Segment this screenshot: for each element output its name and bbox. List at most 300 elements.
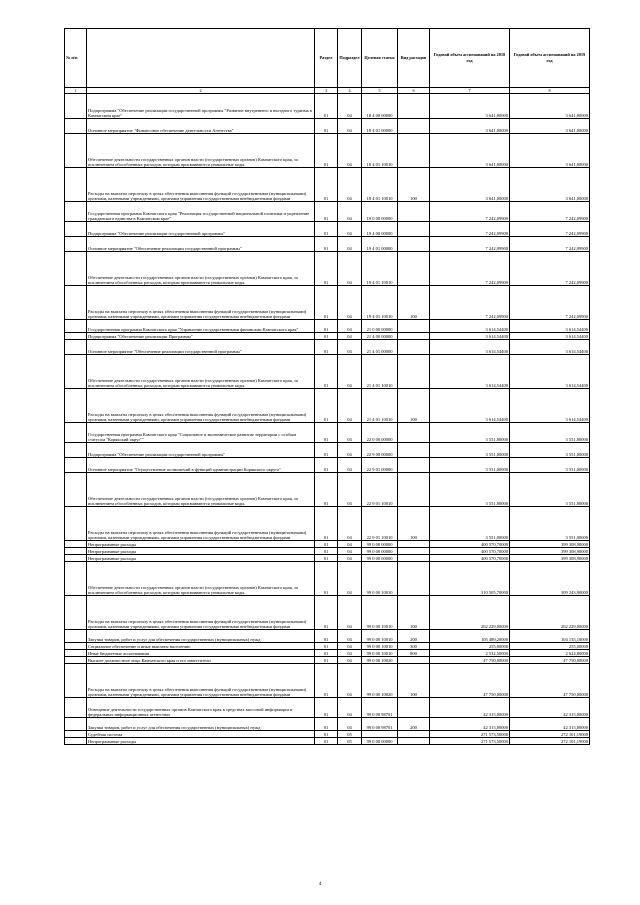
cell-num (65, 555, 87, 562)
table-row (65, 650, 590, 657)
table-row (65, 548, 590, 555)
cell-num (65, 168, 87, 202)
cell-csr: 18 4 01 10010 (362, 134, 398, 168)
cell-csr: 18 4 01 00000 (362, 119, 398, 134)
header-year-2019: Годовой объем ассигнований на 2019 год (510, 29, 590, 88)
cell-num (65, 340, 87, 355)
cell-name: Основное мероприятие "Осуществление полномочий в функций администрации Корякского округа" (87, 458, 315, 473)
cell-podrazdel: 04 (338, 320, 362, 333)
table-row (65, 423, 590, 443)
cell-vr: 100 (398, 507, 430, 541)
cell-amount-2018: 7 242,09900 (430, 237, 510, 252)
cell-amount-2018: 7 242,09900 (430, 286, 510, 320)
table-row (65, 643, 590, 650)
cell-csr: 21 4 00 00000 (362, 333, 398, 340)
cell-amount-2018: 310 505,70000 (430, 562, 510, 596)
cell-amount-2018: 3 641,00000 (430, 134, 510, 168)
cell-csr: 99 0 00 00000 (362, 738, 398, 745)
cell-amount-2019: 202 229,00000 (510, 596, 590, 630)
cell-amount-2019: 272 101,19000 (510, 731, 590, 738)
cell-amount-2018: 3 551,00000 (430, 443, 510, 458)
cell-razdel: 01 (315, 596, 338, 630)
table-row (65, 541, 590, 548)
cell-vr (398, 202, 430, 222)
cell-csr (362, 731, 398, 738)
cell-amount-2019: 3 614,54400 (510, 355, 590, 389)
cell-name: Расходы на выплаты персоналу в целях обеспечения выполнения функций государственными (муниципальными) органами, казенными учреждениями, органами управления государственными внебюджетными фондами (87, 286, 315, 320)
cell-name: Закупка товаров, работ и услуг для обеспечения государственных (муниципальных) нужд (87, 630, 315, 643)
column-number: 7 (430, 88, 510, 94)
table-row (65, 664, 590, 698)
cell-podrazdel: 04 (338, 340, 362, 355)
cell-amount-2019: 3 614,54400 (510, 389, 590, 423)
cell-amount-2018: 3 641,00000 (430, 168, 510, 202)
cell-amount-2019: 3 641,00000 (510, 134, 590, 168)
cell-num (65, 443, 87, 458)
cell-podrazdel: 05 (338, 738, 362, 745)
cell-amount-2019: 7 242,09900 (510, 252, 590, 286)
cell-name: Непрограммные расходы (87, 541, 315, 548)
cell-name: Закупка товаров, работ и услуг для обеспечения государственных (муниципальных) нужд (87, 718, 315, 731)
cell-amount-2019: 7 242,09900 (510, 237, 590, 252)
cell-vr (398, 738, 430, 745)
cell-podrazdel: 04 (338, 168, 362, 202)
cell-vr (398, 320, 430, 333)
cell-podrazdel: 04 (338, 119, 362, 134)
header-podrazdel: Подраздел (338, 29, 362, 88)
cell-csr: 19 4 01 10010 (362, 286, 398, 320)
column-number: 5 (362, 88, 398, 94)
cell-amount-2019: 3 614,54400 (510, 333, 590, 340)
cell-name: Непрограммные расходы (87, 738, 315, 745)
cell-razdel: 01 (315, 650, 338, 657)
column-number: 3 (315, 88, 338, 94)
header-csr: Целевая статья (362, 29, 398, 88)
cell-csr: 99 0 00 00000 (362, 548, 398, 555)
cell-num (65, 731, 87, 738)
cell-podrazdel: 04 (338, 562, 362, 596)
cell-csr: 18 4 00 00000 (362, 94, 398, 119)
cell-vr (398, 94, 430, 119)
cell-num (65, 630, 87, 643)
cell-csr: 22 9 01 10010 (362, 473, 398, 507)
cell-amount-2018: 400 570,70000 (430, 555, 510, 562)
table-row (65, 630, 590, 643)
table-row (65, 718, 590, 731)
cell-razdel: 01 (315, 548, 338, 555)
cell-podrazdel: 04 (338, 541, 362, 548)
cell-razdel: 01 (315, 252, 338, 286)
cell-razdel: 01 (315, 718, 338, 731)
table-row (65, 698, 590, 718)
cell-podrazdel: 04 (338, 286, 362, 320)
cell-amount-2019: 3 641,00000 (510, 119, 590, 134)
cell-num (65, 134, 87, 168)
header-year-2018: Годовой объем ассигнований на 2018 год (430, 29, 510, 88)
table-row (65, 555, 590, 562)
table-row (65, 458, 590, 473)
cell-razdel: 01 (315, 507, 338, 541)
cell-amount-2019: 272 101,19000 (510, 738, 590, 745)
cell-name: Основное мероприятие "Обеспечение реализации государственной программы" (87, 340, 315, 355)
cell-podrazdel: 04 (338, 664, 362, 698)
cell-amount-2019: 7 242,09900 (510, 222, 590, 237)
cell-amount-2018: 400 570,70000 (430, 541, 510, 548)
cell-amount-2018: 202 229,00000 (430, 596, 510, 630)
cell-vr (398, 333, 430, 340)
cell-amount-2018: 3 614,54400 (430, 389, 510, 423)
cell-amount-2018: 7 242,09900 (430, 252, 510, 286)
cell-razdel: 01 (315, 340, 338, 355)
cell-num (65, 252, 87, 286)
cell-amount-2019: 47 750,00000 (510, 664, 590, 698)
cell-amount-2018: 3 551,00000 (430, 458, 510, 473)
cell-razdel: 01 (315, 738, 338, 745)
cell-amount-2018: 3 641,00000 (430, 94, 510, 119)
cell-num (65, 119, 87, 134)
cell-razdel: 01 (315, 555, 338, 562)
cell-vr (398, 222, 430, 237)
table-row (65, 119, 590, 134)
table-row (65, 731, 590, 738)
cell-amount-2019: 3 551,00000 (510, 423, 590, 443)
cell-razdel: 01 (315, 389, 338, 423)
cell-csr: 99 0 00 00000 (362, 541, 398, 548)
cell-csr: 99 0 00 10010 (362, 650, 398, 657)
cell-amount-2018: 42 315,00000 (430, 718, 510, 731)
cell-vr: 200 (398, 630, 430, 643)
table-row (65, 134, 590, 168)
cell-amount-2018: 271 573,50000 (430, 731, 510, 738)
cell-podrazdel: 04 (338, 252, 362, 286)
cell-podrazdel: 04 (338, 548, 362, 555)
cell-csr: 99 0 00 10010 (362, 643, 398, 650)
cell-razdel: 01 (315, 731, 338, 738)
cell-num (65, 650, 87, 657)
cell-podrazdel: 04 (338, 643, 362, 650)
table-row (65, 237, 590, 252)
cell-amount-2018: 400 570,70000 (430, 548, 510, 555)
cell-amount-2019: 47 750,00000 (510, 657, 590, 664)
cell-razdel: 01 (315, 664, 338, 698)
page-number: 4 (318, 882, 322, 887)
cell-amount-2018: 7 242,09900 (430, 202, 510, 222)
cell-amount-2018: 3 614,54400 (430, 340, 510, 355)
cell-amount-2019: 104 135,10000 (510, 630, 590, 643)
cell-csr: 19 4 00 00000 (362, 222, 398, 237)
cell-razdel: 01 (315, 202, 338, 222)
cell-amount-2019: 255,00000 (510, 643, 590, 650)
cell-name: Обеспечение деятельности государственных органов власти (государственных органов) Камчатского края, за исключением обособленных расходов, которым присваиваются уникальные коды. (87, 252, 315, 286)
cell-csr: 99 0 00 10020 (362, 657, 398, 664)
cell-razdel: 01 (315, 562, 338, 596)
cell-podrazdel: 04 (338, 237, 362, 252)
table-row (65, 355, 590, 389)
cell-name: Судебная система (87, 731, 315, 738)
cell-vr (398, 252, 430, 286)
cell-name: Расходы на выплаты персоналу в целях обеспечения выполнения функций государственными (муниципальными) органами, казенными учреждениями, органами управления государственными внебюджетными фондами (87, 507, 315, 541)
header-vr: Вид расходов (398, 29, 430, 88)
cell-csr: 21 0 00 00000 (362, 320, 398, 333)
cell-razdel: 01 (315, 473, 338, 507)
table-row (65, 738, 590, 745)
cell-amount-2019: 2 624,80000 (510, 650, 590, 657)
cell-num (65, 507, 87, 541)
cell-razdel: 01 (315, 657, 338, 664)
cell-num (65, 237, 87, 252)
cell-csr: 99 0 00 10020 (362, 664, 398, 698)
cell-amount-2019: 3 551,00000 (510, 458, 590, 473)
cell-vr (398, 443, 430, 458)
cell-razdel: 01 (315, 443, 338, 458)
cell-amount-2018: 7 242,09900 (430, 222, 510, 237)
cell-vr (398, 458, 430, 473)
cell-num (65, 473, 87, 507)
cell-vr (398, 134, 430, 168)
cell-num (65, 355, 87, 389)
table-row (65, 222, 590, 237)
table-row (65, 202, 590, 222)
column-number: 2 (87, 88, 315, 94)
cell-razdel: 01 (315, 458, 338, 473)
cell-name: Расходы на выплаты персоналу в целях обеспечения выполнения функций государственными (муниципальными) органами, казенными учреждениями, органами управления государственными внебюджетными фондами (87, 168, 315, 202)
cell-podrazdel: 04 (338, 507, 362, 541)
cell-amount-2018: 271 573,50000 (430, 738, 510, 745)
cell-vr (398, 555, 430, 562)
cell-name: Обеспечение деятельности государственных органов власти (государственных органов) Камчатского края, за исключением обособленных расходов, которым присваиваются уникальные коды. (87, 562, 315, 596)
cell-amount-2018: 255,00000 (430, 643, 510, 650)
cell-vr: 100 (398, 664, 430, 698)
table-row (65, 333, 590, 340)
cell-amount-2018: 47 750,00000 (430, 657, 510, 664)
cell-name: Непрограммные расходы (87, 548, 315, 555)
cell-amount-2019: 309 243,90000 (510, 562, 590, 596)
cell-razdel: 01 (315, 423, 338, 443)
table-row (65, 252, 590, 286)
cell-amount-2018: 3 551,00000 (430, 423, 510, 443)
cell-name: Высшее должностное лицо Камчатского края и его заместители (87, 657, 315, 664)
cell-vr (398, 423, 430, 443)
cell-amount-2018: 3 551,00000 (430, 473, 510, 507)
cell-csr: 22 9 01 00000 (362, 458, 398, 473)
cell-vr (398, 698, 430, 718)
cell-razdel: 01 (315, 630, 338, 643)
cell-razdel: 01 (315, 237, 338, 252)
cell-num (65, 596, 87, 630)
header-razdel: Раздел (315, 29, 338, 88)
header-num: № п/п (65, 29, 87, 88)
cell-name: Основное мероприятие "Обеспечение реализации государственной программы" (87, 237, 315, 252)
cell-amount-2019: 7 242,09900 (510, 202, 590, 222)
cell-amount-2018: 3 614,54400 (430, 355, 510, 389)
table-row (65, 340, 590, 355)
cell-podrazdel: 04 (338, 555, 362, 562)
column-number: 6 (398, 88, 430, 94)
cell-amount-2019: 3 551,00000 (510, 473, 590, 507)
cell-csr: 21 4 01 10010 (362, 389, 398, 423)
cell-vr (398, 541, 430, 548)
cell-num (65, 541, 87, 548)
cell-num (65, 222, 87, 237)
cell-csr: 19 4 01 10010 (362, 252, 398, 286)
table-row (65, 443, 590, 458)
cell-amount-2019: 3 551,00000 (510, 443, 590, 458)
cell-podrazdel: 04 (338, 355, 362, 389)
cell-razdel: 01 (315, 698, 338, 718)
cell-name: Государственная программа Камчатского края "Социальное и экономическое развитие территории с особым статусом "Корякский округ"" (87, 423, 315, 443)
table-row (65, 473, 590, 507)
cell-name: Обеспечение деятельности государственных органов власти (государственных органов) Камчатского края, за исключением обособленных расходов, которым присваиваются уникальные коды. (87, 134, 315, 168)
cell-podrazdel: 04 (338, 443, 362, 458)
cell-vr: 100 (398, 286, 430, 320)
column-number: 8 (510, 88, 590, 94)
cell-podrazdel: 04 (338, 458, 362, 473)
cell-csr: 22 9 01 10010 (362, 507, 398, 541)
cell-amount-2019: 42 315,00000 (510, 698, 590, 718)
cell-vr (398, 340, 430, 355)
cell-name: Государственная программа Камчатского края "Реализация государственной национальной политики и укрепление гражданского единства в Камчатском крае" (87, 202, 315, 222)
cell-vr (398, 548, 430, 555)
cell-vr (398, 562, 430, 596)
cell-vr: 100 (398, 596, 430, 630)
table-row (65, 507, 590, 541)
cell-num (65, 698, 87, 718)
cell-amount-2019: 3 614,54400 (510, 320, 590, 333)
cell-podrazdel: 04 (338, 423, 362, 443)
cell-csr: 99 0 00 98701 (362, 718, 398, 731)
cell-name: Основное мероприятие "Финансовое обеспечение деятельности Агентства" (87, 119, 315, 134)
cell-podrazdel: 04 (338, 134, 362, 168)
cell-num (65, 94, 87, 119)
cell-csr: 19 4 01 00000 (362, 237, 398, 252)
cell-name: Расходы на выплаты персоналу в целях обеспечения выполнения функций государственными (муниципальными) органами, казенными учреждениями, органами управления государственными внебюджетными фондами (87, 664, 315, 698)
column-number: 4 (338, 88, 362, 94)
cell-csr: 99 0 00 10010 (362, 596, 398, 630)
cell-name: Расходы на выплаты персоналу в целях обеспечения выполнения функций государственными (муниципальными) органами, казенными учреждениями, органами управления государственными внебюджетными фондами (87, 389, 315, 423)
cell-amount-2018: 2 532,50000 (430, 650, 510, 657)
cell-csr: 22 9 00 00000 (362, 443, 398, 458)
cell-amount-2019: 3 614,54400 (510, 340, 590, 355)
cell-vr: 100 (398, 389, 430, 423)
cell-podrazdel: 04 (338, 698, 362, 718)
cell-num (65, 458, 87, 473)
cell-vr: 100 (398, 168, 430, 202)
cell-podrazdel: 04 (338, 333, 362, 340)
cell-podrazdel: 04 (338, 473, 362, 507)
cell-name: Обеспечение деятельности государственных органов власти (государственных органов) Камчатского края, за исключением обособленных расходов, которым присваиваются уникальные коды. (87, 473, 315, 507)
cell-razdel: 01 (315, 94, 338, 119)
cell-csr: 18 4 01 10010 (362, 168, 398, 202)
cell-razdel: 01 (315, 134, 338, 168)
cell-podrazdel: 05 (338, 731, 362, 738)
cell-razdel: 01 (315, 541, 338, 548)
cell-name: Подпрограмма "Обеспечение реализации Программы" (87, 333, 315, 340)
cell-podrazdel: 04 (338, 596, 362, 630)
cell-vr (398, 657, 430, 664)
cell-razdel: 01 (315, 168, 338, 202)
cell-razdel: 01 (315, 333, 338, 340)
table-row (65, 286, 590, 320)
cell-amount-2018: 3 641,00000 (430, 119, 510, 134)
cell-vr (398, 119, 430, 134)
cell-razdel: 01 (315, 119, 338, 134)
cell-razdel: 01 (315, 222, 338, 237)
budget-page (64, 28, 589, 745)
cell-vr: 800 (398, 650, 430, 657)
cell-amount-2019: 399 308,90000 (510, 541, 590, 548)
table-header-row (65, 29, 590, 88)
cell-name: Непрограммные расходы (87, 555, 315, 562)
cell-num (65, 738, 87, 745)
cell-amount-2019: 7 242,09900 (510, 286, 590, 320)
cell-podrazdel: 04 (338, 718, 362, 731)
table-row (65, 562, 590, 596)
cell-csr: 21 4 01 10010 (362, 355, 398, 389)
cell-num (65, 202, 87, 222)
table-row (65, 94, 590, 119)
cell-num (65, 643, 87, 650)
cell-amount-2018: 42 315,00000 (430, 698, 510, 718)
cell-num (65, 333, 87, 340)
cell-vr: 200 (398, 718, 430, 731)
cell-razdel: 01 (315, 643, 338, 650)
column-number: 1 (65, 88, 87, 94)
cell-amount-2018: 47 750,00000 (430, 664, 510, 698)
cell-num (65, 718, 87, 731)
table-row (65, 596, 590, 630)
cell-name: Подпрограмма "Обеспечение реализации государственной программы "Развитие внутреннего и въездного туризма в Камчатском крае" (87, 94, 315, 119)
cell-csr: 22 0 00 00000 (362, 423, 398, 443)
cell-name: Государственная программа Камчатского края "Управление государственными финансами Камчатского края" (87, 320, 315, 333)
cell-name: Социальное обеспечение и иные выплаты населению (87, 643, 315, 650)
cell-amount-2019: 3 641,00000 (510, 168, 590, 202)
cell-name: Подпрограмма "Обеспечение реализации государственной программы" (87, 222, 315, 237)
cell-vr (398, 237, 430, 252)
cell-vr: 300 (398, 643, 430, 650)
cell-num (65, 423, 87, 443)
cell-num (65, 562, 87, 596)
cell-podrazdel: 04 (338, 657, 362, 664)
cell-podrazdel: 04 (338, 94, 362, 119)
cell-num (65, 657, 87, 664)
cell-amount-2019: 399 308,90000 (510, 548, 590, 555)
cell-razdel: 01 (315, 355, 338, 389)
cell-amount-2019: 42 315,00000 (510, 718, 590, 731)
cell-podrazdel: 04 (338, 389, 362, 423)
cell-podrazdel: 04 (338, 630, 362, 643)
cell-name: Иные бюджетные ассигнования (87, 650, 315, 657)
cell-name: Расходы на выплаты персоналу в целях обеспечения выполнения функций государственными (муниципальными) органами, казенными учреждениями, органами управления государственными внебюджетными фондами (87, 596, 315, 630)
table-body (65, 88, 590, 745)
cell-csr: 99 0 00 98701 (362, 698, 398, 718)
cell-vr (398, 731, 430, 738)
cell-amount-2019: 3 551,00000 (510, 507, 590, 541)
cell-amount-2019: 3 641,00000 (510, 94, 590, 119)
table-row (65, 320, 590, 333)
cell-csr: 99 0 00 10010 (362, 630, 398, 643)
header-name (87, 29, 315, 88)
cell-csr: 99 0 00 10010 (362, 562, 398, 596)
cell-csr: 19 0 00 00000 (362, 202, 398, 222)
table-row (65, 168, 590, 202)
cell-name: Подпрограмма "Обеспечение реализации государственной программы" (87, 443, 315, 458)
cell-amount-2019: 399 308,90000 (510, 555, 590, 562)
cell-razdel: 01 (315, 286, 338, 320)
cell-podrazdel: 04 (338, 202, 362, 222)
cell-vr (398, 355, 430, 389)
cell-name: Обеспечение деятельности государственных органов власти (государственных органов) Камчатского края, за исключением обособленных расходов, которым присваиваются уникальные коды. (87, 355, 315, 389)
table-row (65, 389, 590, 423)
